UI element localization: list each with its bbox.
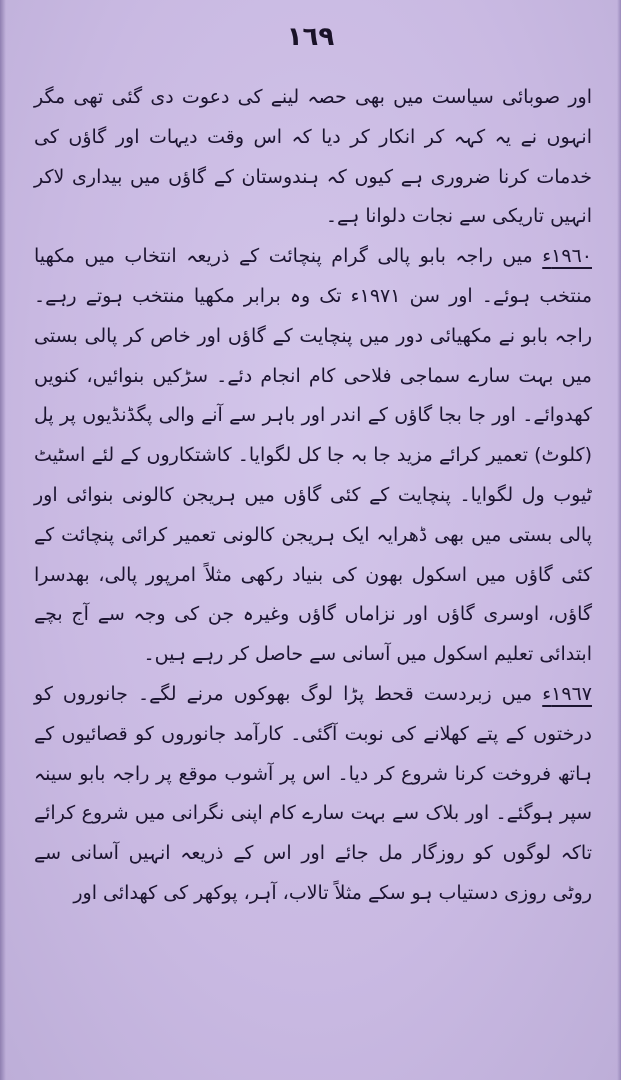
page-number: ١٦٩ [286, 22, 335, 52]
page-right-edge-shadow [617, 0, 621, 1080]
paragraph-1-text: اور صوبائی سیاست میں بھی حصہ لینے کی دعوت دی گئی تھی مگر انہوں نے یہ کہہ کر انکار کر دیا کہ اس وقت دیہات اور گاؤں کی خدمات کرنا ضروری ہے کیوں کہ ہندوستان کے گاؤں میں بیداری لاکر انہیں تاریکی سے نجات دلوانا ہے۔ [34, 86, 592, 228]
page-body-text [34, 78, 592, 914]
paragraph-2-year: ١٩٦٠ء [542, 245, 592, 268]
paragraph-3 [34, 675, 592, 914]
paragraph-3-year: ١٩٦٧ء [542, 682, 592, 705]
paragraph-2-text: میں راجہ بابو پالی گرام پنچائت کے ذریعہ انتخاب میں مکھیا منتخب ہوئے۔ اور سن ١٩٧١ء تک وہ برابر مکھیا منتخب ہوتے رہے۔ راجہ بابو نے مکھیائی دور میں پنچایت کے گاؤں اور خاص کر پالی بستی میں بہت سارے سماجی فلاحی کام انجام دئے۔ سڑکیں بنوائیں، کنویں کھدوائے۔ اور جا بجا گاؤں کے اندر اور باہر سے آنے والی پگڈنڈیوں پر پل (کلوٹ) تعمیر کرائے مزید جا بہ جا کل لگوایا۔ کاشتکاروں کے لئے اسٹیٹ ٹیوب ول لگوایا۔ پنچایت کے کئی گاؤں میں ہریجن کالونی بنوائی اور پالی بستی میں بھی ڈھرایہ ایک ہریجن کالونی تعمیر کرائی پنچائت کے کئی گاؤں میں اسکول بھون کی بنیاد رکھی مثلاً امرپور پالی، بھدسرا گاؤں، اوسری گاؤں اور نزاماں گاؤں وغیرہ جن کی وجہ سے آج بچے ابتدائی تعلیم اسکول میں آسانی سے حاصل کر رہے ہیں۔ [34, 245, 592, 666]
page-left-edge-shadow [0, 0, 6, 1080]
paragraph-2 [34, 237, 592, 675]
paragraph-1 [34, 78, 592, 237]
paragraph-3-text: میں زبردست قحط پڑا لوگ بھوکوں مرنے لگے۔ جانوروں کو درختوں کے پتے کھلانے کی نوبت آگئی۔ کارآمد جانوروں کو قصائیوں کے ہاتھ فروخت کرنا شروع کر دیا۔ اس پر آشوب موقع پر راجہ بابو سینہ سپر ہوگئے۔ اور بلاک سے بہت سارے کام اپنی نگرانی میں شروع کرائے تاکہ لوگوں کو روزگار مل جائے اور اس کے ذریعہ انہیں آسانی سے روٹی روزی دستیاب ہو سکے مثلاً تالاب، آہر، پوکھر کی کھدائی اور [34, 682, 592, 904]
